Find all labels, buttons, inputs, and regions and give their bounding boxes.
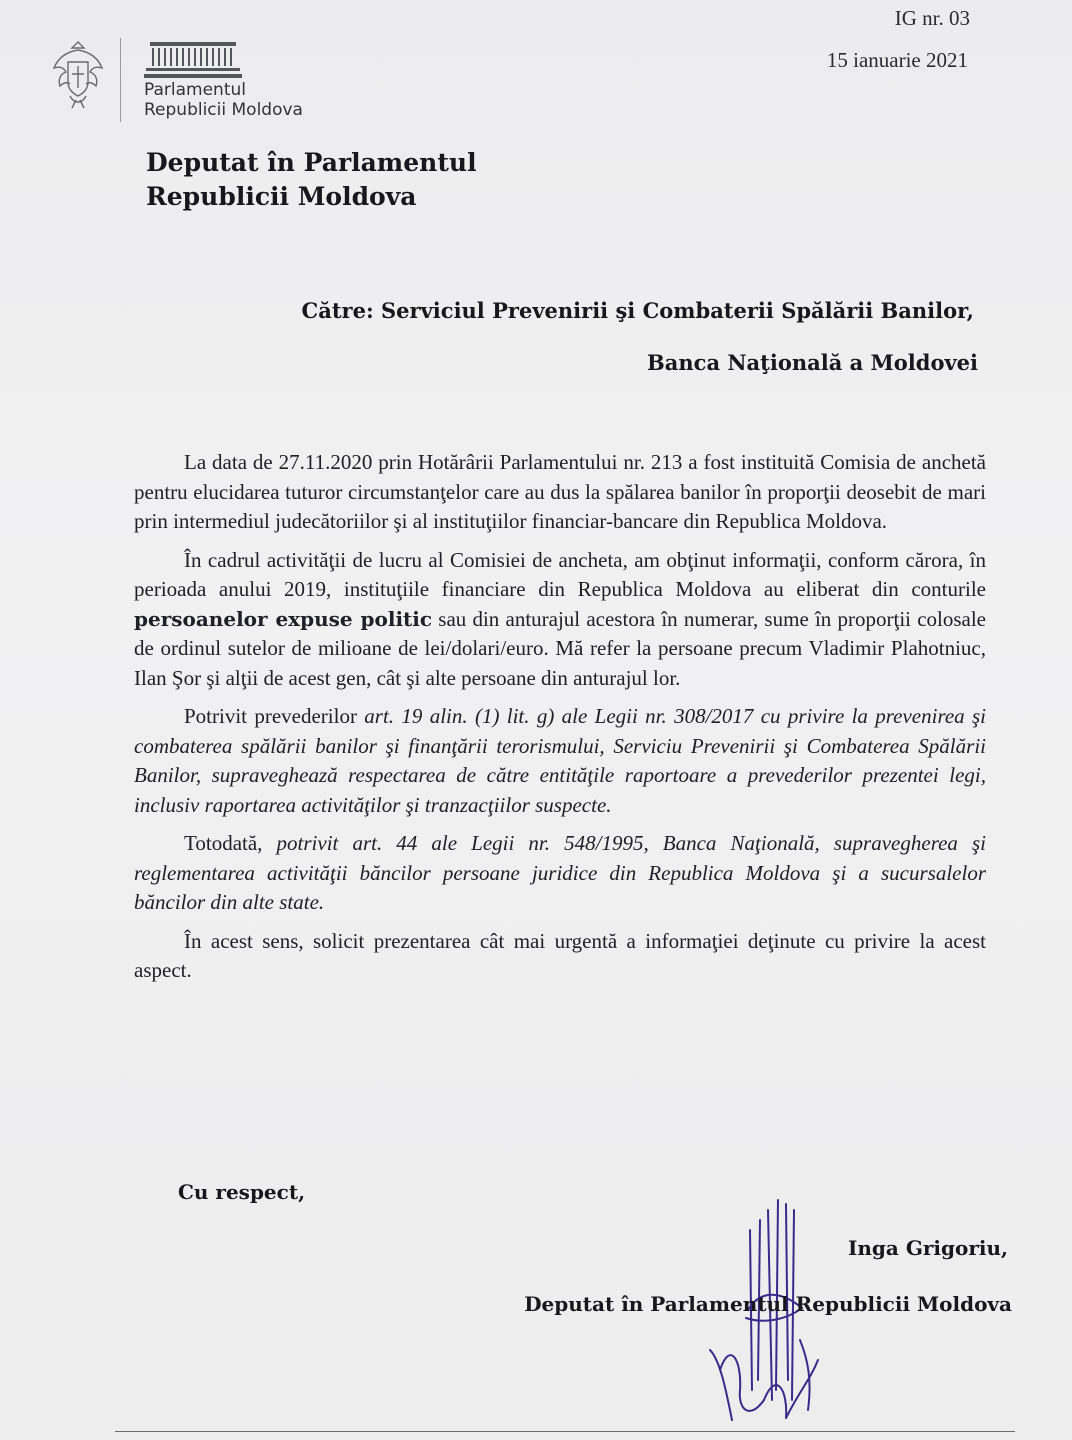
coat-of-arms-icon: [50, 38, 106, 110]
document-date: 15 ianuarie 2021: [826, 48, 968, 72]
logo-text-line1: Parlamentul: [144, 80, 246, 100]
parliament-building-icon: [144, 40, 242, 80]
letter-body: [134, 448, 986, 995]
logo-text-line2: Republicii Moldova: [144, 100, 303, 120]
paragraph-3-italic: art. 19 alin. (1) lit. g) ale Legii nr. 308/2017 cu privire la prevenirea şi combaterea spălării banilor şi finanţării terorismului, Serviciu Prevenirii şi Combaterea Spălării Banilor, supraveghează respectarea de către entităţile raportoare a prevederilor prezentei legi, inclusiv raportarea activităţilor şi tranzacţiilor suspecte.: [134, 704, 986, 817]
paragraph-5: În acest sens, solicit prezentarea cât mai urgentă a informaţiei deţinute cu privire la acest aspect.: [134, 928, 986, 982]
document-reference: IG nr. 03: [894, 6, 970, 30]
paragraph-2: [134, 546, 986, 694]
sender-title-line1: Deputat în Parlamentul: [146, 148, 477, 177]
signer-role: Deputat în Parlamentul Republicii Moldova: [524, 1292, 1012, 1316]
paragraph-1: La data de 27.11.2020 prin Hotărârii Parlamentului nr. 213 a fost instituită Comisia de anchetă pentru elucidarea tuturor circumstanţelor care au dus la spălarea banilor în proporţii deosebit de mari prin intermediul judecătoriilor şi al instituţiilor financiar-bancare din Republica Moldova.: [134, 450, 986, 533]
paragraph-3: [134, 702, 986, 820]
signer-name: Inga Grigoriu,: [848, 1236, 1008, 1260]
paragraph-4-lead: Totodată,: [184, 831, 277, 855]
sender-title: [146, 146, 477, 214]
sender-title-line2: Republicii Moldova: [146, 182, 417, 211]
paragraph-2-text-a: În cadrul activităţii de lucru al Comisiei de ancheta, am obţinut informaţii, conform cărora, în perioada anului 2019, instituţiile financiare din Republica Moldova au eliberat din conturile: [134, 547, 986, 601]
parliament-logo: [50, 38, 350, 138]
paragraph-4-italic: potrivit art. 44 ale Legii nr. 548/1995, Banca Naţională, supravegherea şi reglementarea activităţii băncilor persoane juridice din Republica Moldova şi a sucursalelor băncilor din alte state.: [134, 831, 987, 914]
logo-divider: [120, 38, 121, 122]
recipient-line1: Către: Serviciul Prevenirii şi Combaterii Spălării Banilor,: [301, 298, 974, 323]
paragraph-2-text-b: sau din anturajul acestora în numerar, sume în proporţii colosale de ordinul sutelor de milioane de lei/dolari/euro. Mă refer la persoane precum Vladimir Plahotniuc, Ilan Şor şi alţii de acest gen, cât şi alte persoane din anturajul lor.: [134, 606, 986, 690]
footer-divider: [115, 1431, 1015, 1432]
closing-salutation: Cu respect,: [178, 1180, 306, 1204]
paragraph-2-bold: persoanelor expuse politic: [134, 606, 433, 631]
recipient-line2: Banca Naţională a Moldovei: [647, 350, 978, 375]
paragraph-4: [134, 829, 986, 918]
paragraph-3-lead: Potrivit prevederilor: [184, 704, 365, 728]
